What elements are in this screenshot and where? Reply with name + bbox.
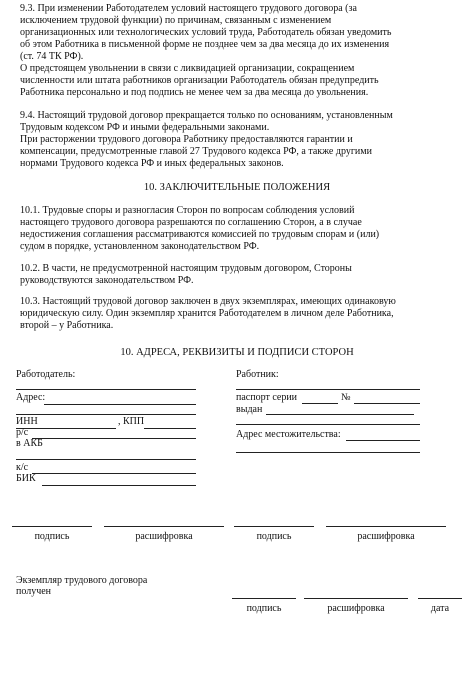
clause-line: О предстоящем увольнении в связи с ликвидацией организации, сокращением [20, 63, 355, 74]
passport-issued-label: выдан [236, 404, 263, 415]
receipt-date-line[interactable] [418, 598, 462, 599]
clause-line: Трудовым кодексом РФ и иными федеральными законами. [20, 122, 270, 133]
employer-bik-line[interactable] [42, 485, 196, 486]
clause-line: нормами Трудового кодекса РФ и иных федеральных законов. [20, 158, 284, 169]
receipt-decode-line[interactable] [304, 598, 408, 599]
passport-issued-line[interactable] [266, 414, 414, 415]
clause-line: численности или штата работников организации Работодатель обязан предупредить [20, 75, 379, 86]
clause-line: 10.1. Трудовые споры и разногласия Сторон по вопросам соблюдения условий [20, 205, 355, 216]
employer-bank-label: в АКБ [16, 438, 43, 449]
employer-rs-line[interactable] [32, 438, 196, 439]
clause-line: 10.2. В части, не предусмотренной настоящим трудовым договором, Стороны [20, 263, 352, 274]
clause-10-2 [20, 263, 438, 287]
clause-line: судом в порядке, установленном законодательством РФ. [20, 241, 260, 252]
clause-line: компенсации, предусмотренные главой 27 Трудового кодекса РФ, а также другими [20, 146, 372, 157]
employee-title: Работник: [236, 369, 279, 380]
employer-ks-line[interactable] [32, 473, 196, 474]
receipt-decode-label: расшифровка [327, 603, 385, 614]
employer-signature-line[interactable] [12, 526, 92, 527]
employer-decode-label: расшифровка [135, 531, 193, 542]
passport-number-line[interactable] [354, 403, 420, 404]
employer-ks-label: к/с [16, 462, 29, 473]
employer-inn-label: ИНН [16, 416, 38, 427]
receipt-sign-label: подпись [246, 603, 282, 614]
clause-line: организационных или технологических условий труда, Работодатель обязан уведомить [20, 27, 392, 38]
employer-sign-label: подпись [34, 531, 70, 542]
clause-line: 9.3. При изменении Работодателем условий настоящего трудового договора (за [20, 3, 357, 14]
section-10-title: 10. ЗАКЛЮЧИТЕЛЬНЫЕ ПОЛОЖЕНИЯ [143, 182, 331, 193]
clause-9-4 [20, 110, 438, 170]
employer-bik-label: БИК [16, 473, 36, 484]
clause-line: Работника персонально и под подпись не менее чем за два месяца до увольнения. [20, 87, 369, 98]
clause-line: об этом Работника в письменной форме не позднее чем за два месяца до их изменения [20, 39, 390, 50]
employer-name-line[interactable] [16, 389, 196, 390]
residence-label: Адрес местожительства: [236, 429, 341, 440]
clause-line: 9.4. Настоящий трудовой договор прекращается только по основаниям, установленным [20, 110, 393, 121]
clause-line: При расторжении трудового договора Работнику предоставляются гарантии и [20, 134, 353, 145]
employer-rs-label: р/с [16, 427, 29, 438]
employer-address-label: Адрес: [16, 392, 46, 403]
employer-title: Работодатель: [16, 369, 76, 380]
employer-bank-line[interactable] [16, 459, 196, 460]
passport-number-label: № [341, 392, 351, 403]
employer-inn-line[interactable] [16, 428, 116, 429]
receipt-date-label: дата [430, 603, 450, 614]
clause-line: исключением трудовой функции) по причинам, связанным с изменением [20, 15, 332, 26]
residence-line-2[interactable] [236, 452, 420, 453]
receipt-line-2: получен [16, 586, 52, 597]
section-addresses-title: 10. АДРЕСА, РЕКВИЗИТЫ И ПОДПИСИ СТОРОН [120, 347, 354, 358]
employee-sign-label: подпись [256, 531, 292, 542]
clause-line: юридическую силу. Один экземпляр хранится Работодателем в личном деле Работника, [20, 308, 394, 319]
clause-line: 10.3. Настоящий трудовой договор заключен в двух экземплярах, имеющих одинаковую [20, 296, 396, 307]
employee-decode-line[interactable] [326, 526, 446, 527]
receipt-signature-line[interactable] [232, 598, 296, 599]
employee-decode-label: расшифровка [357, 531, 415, 542]
clause-line: (ст. 74 ТК РФ). [20, 51, 84, 62]
employer-decode-line[interactable] [104, 526, 224, 527]
employer-kpp-label: , КПП [118, 416, 145, 427]
employer-kpp-line[interactable] [144, 428, 196, 429]
employee-signature-line[interactable] [234, 526, 314, 527]
passport-series-label: паспорт серии [236, 392, 298, 403]
clause-line: недостижения соглашения рассматриваются комиссией по трудовым спорам и (или) [20, 229, 380, 240]
clause-10-3 [20, 296, 438, 332]
passport-issued-line-2[interactable] [236, 424, 420, 425]
passport-series-line[interactable] [302, 403, 338, 404]
clause-9-3 [20, 3, 438, 99]
employer-address-line[interactable] [44, 404, 196, 405]
clause-10-1 [20, 205, 438, 253]
clause-line: руководствуются законодательством РФ. [20, 275, 194, 286]
employee-name-line[interactable] [236, 389, 420, 390]
employer-address-line-2[interactable] [16, 414, 196, 415]
clause-line: второй – у Работника. [20, 320, 114, 331]
residence-line[interactable] [346, 440, 420, 441]
receipt-line-1: Экземпляр трудового договора [16, 575, 148, 586]
clause-line: настоящего трудового договора разрешаются по соглашению Сторон, а в случае [20, 217, 362, 228]
